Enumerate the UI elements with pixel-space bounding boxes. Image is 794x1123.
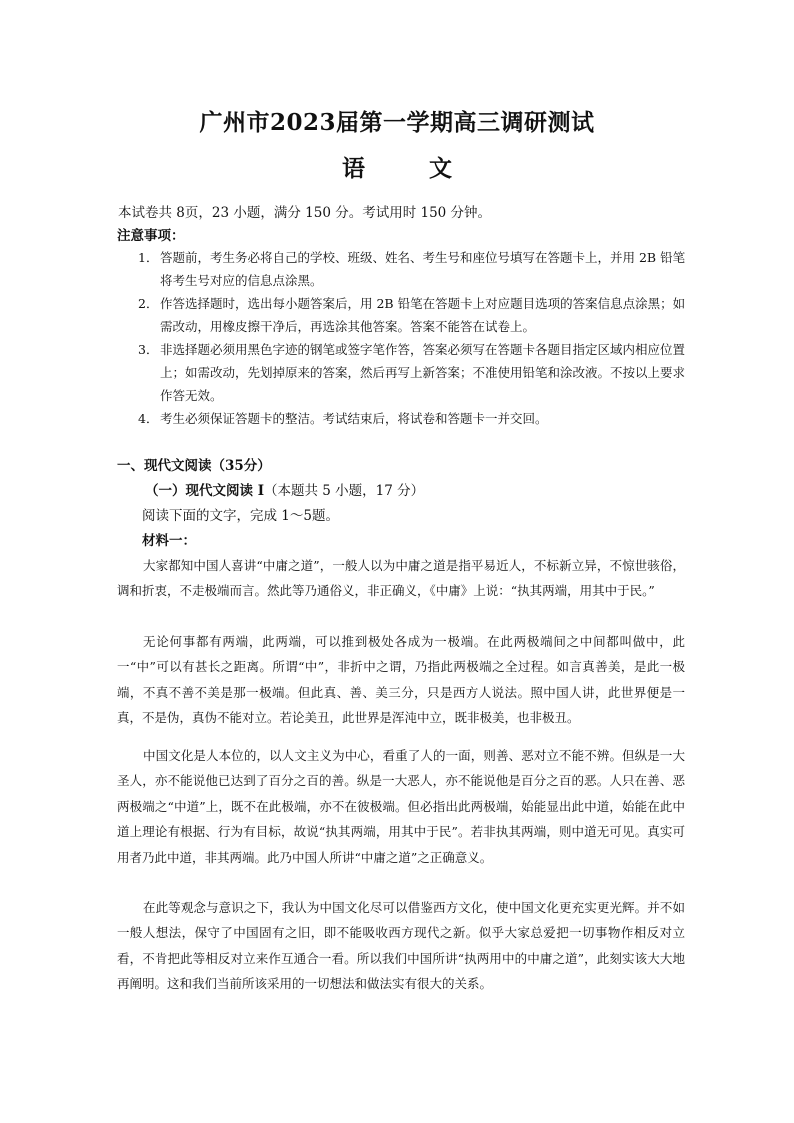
notice-item xyxy=(138,338,686,407)
notice-item xyxy=(138,246,686,292)
notice-item-number: 2． xyxy=(138,296,159,311)
exam-intro: 本试卷共 8页，23 小题，满分 150 分。考试用时 150 分钟。 xyxy=(118,205,492,221)
reading-instruction: 阅读下面的文字，完成 1～5题。 xyxy=(142,508,339,524)
notice-item-text: 非选择题必须用黑色字迹的钢笔或签字笔作答，答案必须写在答题卡各题目指定区域内相应位置上；如需改动，先划掉原来的答案，然后再写上新答案；不准使用铅笔和涂改液。不按以上要求作答无效。 xyxy=(160,342,686,403)
subject-title: 语 文 xyxy=(341,155,480,182)
passage-paragraph: 无论何事都有两端，此两端，可以推到极处各成为一极端。在此两极端间之中间都叫做中，此一“中”可以有甚长之距离。所谓“中”，非折中之谓，乃指此两极端之全过程。如言真善美，是此一极端，不真不善不美是那一极端。但此真、善、美三分，只是西方人说法。照中国人讲，此世界便是一真，不是伪，真伪不能对立。若论美丑，此世界是浑沌中立，既非极美，也非极丑。 xyxy=(117,634,685,726)
subsection-title: （一）现代文阅读 I xyxy=(145,483,265,499)
exam-title: 广州市2023届第一学期高三调研测试 xyxy=(199,109,595,136)
notice-heading: 注意事项： xyxy=(117,228,185,244)
passage-paragraph: 大家都知中国人喜讲“中庸之道”，一般人以为中庸之道是指平易近人，不标新立异，不惊世骇俗，调和折衷，不走极端而言。然此等乃通俗义，非正确义，《中庸》上说：“执其两端，用其中于民。” xyxy=(117,558,685,599)
passage-paragraph: 在此等观念与意识之下，我认为中国文化尽可以借鉴西方文化，使中国文化更充实更光辉。并不如一般人想法，保守了中国固有之旧，即不能吸收西方现代之新。似乎大家总爱把一切事物作相反对立看，不肯把此等相反对立来作互通合一看。所以我们中国所讲“执两用中的中庸之道”，此刻实该大大地再阐明。这和我们当前所该采用的一切想法和做法实有很大的关系。 xyxy=(117,900,685,992)
subsection-note: （本题共 5 小题，17 分） xyxy=(264,483,425,499)
notice-item-text: 考生必须保证答题卡的整洁。考试结束后，将试卷和答题卡一并交回。 xyxy=(160,411,548,426)
notice-item-number: 3． xyxy=(138,342,159,357)
passage-paragraph: 中国文化是人本位的，以人文主义为中心，看重了人的一面，则善、恶对立不能不辨。但纵是一大圣人，亦不能说他已达到了百分之百的善。纵是一大恶人，亦不能说他是百分之百的恶。人只在善、恶两极端之“中道”上，既不在此极端，亦不在彼极端。但必指出此两极端，始能显出此中道，始能在此中道上理论有根据、行为有目标，故说“执其两端，用其中于民”。若非执其两端，则中道无可见。真实可用者乃此中道，非其两端。此乃中国人所讲“中庸之道”之正确意义。 xyxy=(117,748,685,865)
notice-item-number: 4． xyxy=(138,411,159,426)
section-heading: 一、现代文阅读（35分） xyxy=(117,458,271,474)
notice-item-text: 答题前，考生务必将自己的学校、班级、姓名、考生号和座位号填写在答题卡上，并用 2B 铅笔将考生号对应的信息点涂黑。 xyxy=(160,250,686,288)
subsection-heading xyxy=(145,482,424,500)
notice-item xyxy=(138,292,686,338)
notice-item-number: 1． xyxy=(138,250,159,265)
material-label: 材料一： xyxy=(142,533,196,549)
notice-item xyxy=(138,407,686,430)
notice-item-text: 作答选择题时，选出每小题答案后，用 2B 铅笔在答题卡上对应题目选项的答案信息点涂黑；如需改动，用橡皮擦干净后，再选涂其他答案。答案不能答在试卷上。 xyxy=(160,296,686,334)
